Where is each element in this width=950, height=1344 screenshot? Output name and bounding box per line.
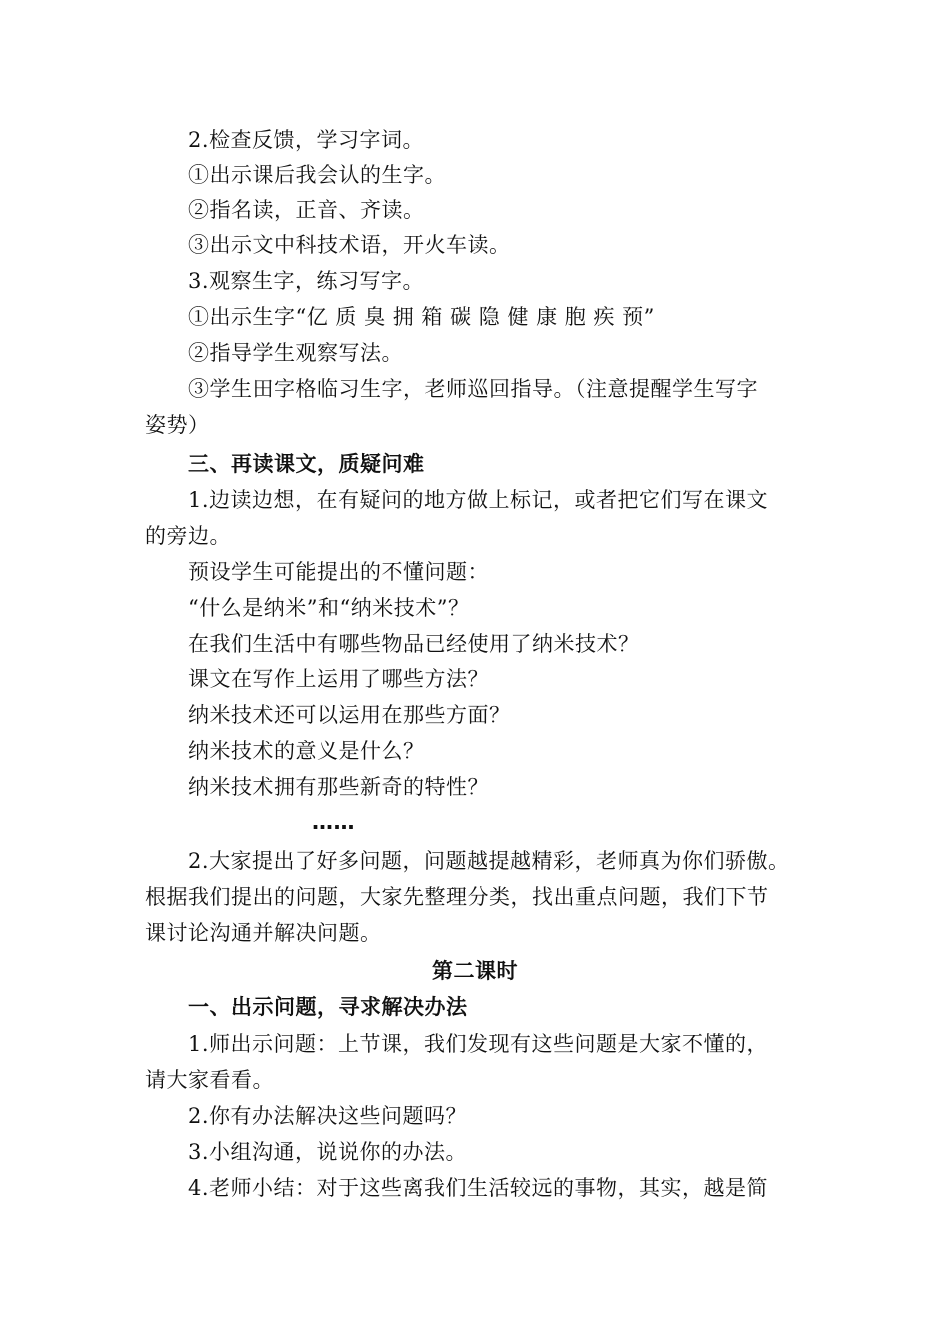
question-meaning: 纳米技术的意义是什么？ xyxy=(188,739,425,763)
many-questions-continuation-2: 课讨论沟通并解决问题。 xyxy=(145,921,382,945)
preset-questions-intro: 预设学生可能提出的不懂问题： xyxy=(188,560,489,584)
question-properties: 纳米技术拥有那些新奇的特性？ xyxy=(188,775,489,799)
step-2-check-feedback: 2.检查反馈，学习字词。 xyxy=(188,128,425,152)
substep-practice-writing: ③学生田字格临习生字，老师巡回指导。（注意提醒学生写字 xyxy=(188,377,758,401)
question-applications: 纳米技术还可以运用在那些方面？ xyxy=(188,703,511,727)
practice-writing-continuation: 姿势） xyxy=(145,413,210,437)
ellipsis: …… xyxy=(312,810,355,834)
question-everyday-items: 在我们生活中有哪些物品已经使用了纳米技术？ xyxy=(188,632,640,656)
section-heading-reread: 三、再读课文，质疑问难 xyxy=(188,452,425,476)
substep-character-list: ①出示生字“亿 质 臭 拥 箱 碳 隐 健 康 胞 疾 预” xyxy=(188,305,655,329)
step-2-many-questions: 2.大家提出了好多问题，问题越提越精彩，老师真为你们骄傲。 xyxy=(188,849,790,873)
step-4-teacher-summary: 4.老师小结：对于这些离我们生活较远的事物，其实，越是简 xyxy=(188,1176,769,1200)
substep-read-aloud: ②指名读，正音、齐读。 xyxy=(188,198,425,222)
step-1-teacher-shows: 1.师出示问题：上节课，我们发现有这些问题是大家不懂的， xyxy=(188,1032,769,1056)
section-heading-show-problems: 一、出示问题，寻求解决办法 xyxy=(188,995,468,1019)
step-3-group-discussion: 3.小组沟通，说说你的办法。 xyxy=(188,1140,468,1164)
teacher-shows-continuation: 请大家看看。 xyxy=(145,1068,274,1092)
many-questions-continuation-1: 根据我们提出的问题，大家先整理分类，找出重点问题，我们下节 xyxy=(145,885,769,909)
lesson-heading-second: 第二课时 xyxy=(432,959,518,983)
step-2-solve-question: 2.你有办法解决这些问题吗？ xyxy=(188,1104,468,1128)
read-and-think-continuation: 的旁边。 xyxy=(145,524,231,548)
substep-guide-writing: ②指导学生观察写法。 xyxy=(188,341,403,365)
substep-tech-terms: ③出示文中科技术语，开火车读。 xyxy=(188,233,511,257)
step-1-read-and-think: 1.边读边想，在有疑问的地方做上标记，或者把它们写在课文 xyxy=(188,488,769,512)
question-writing-methods: 课文在写作上运用了哪些方法？ xyxy=(188,667,489,691)
substep-show-characters: ①出示课后我会认的生字。 xyxy=(188,163,446,187)
step-3-observe-characters: 3.观察生字，练习写字。 xyxy=(188,269,425,293)
question-what-is-nano: “什么是纳米”和“纳米技术”？ xyxy=(188,596,470,620)
